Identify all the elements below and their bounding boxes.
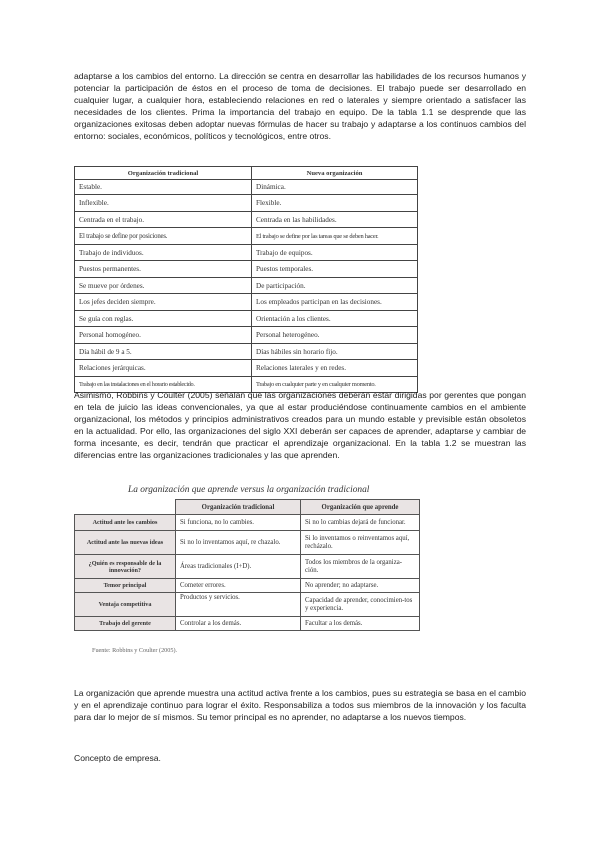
row-label: Actitud ante las nuevas ideas [75,531,176,555]
table-cell: No aprender; no adaptarse. [301,579,420,593]
paragraph-learning-organization: La organización que aprende muestra una actitud activa frente a los cambios, pues su estrategia se basa en el cambio y en el aprendizaje continuo para lograr el éxito. Responsabiliza a todos sus miembros de la innovación y los faculta para dar lo mejor de sí mismos. Su temor principal es no aprender, no adaptarse a los nuevos tiempos. [74,688,526,723]
row-label: Ventaja competitiva [75,593,176,617]
table-row [75,277,418,294]
table-row [75,327,418,344]
table-cell: Orientación a los clientes. [252,310,418,327]
table-cell: Días hábiles sin horario fijo. [252,343,418,360]
table-row [75,593,420,617]
table-row [75,310,418,327]
table-row [75,531,420,555]
row-label: Actitud ante los cambios [75,515,176,531]
table-cell: Trabajo de equipos. [252,244,418,261]
table-cell: Dinámica. [252,180,418,195]
table-cell: Los jefes deciden siempre. [75,294,252,311]
table-header-traditional: Organización tradicional [75,167,252,180]
table-cell: Centrada en las habilidades. [252,211,418,228]
table-cell: Productos y servicios. [176,593,301,617]
table-cell: Si no lo cambias dejará de funcionar. [301,515,420,531]
table-row [75,180,418,195]
table-cell: Centrada en el trabajo. [75,211,252,228]
table-cell: El trabajo se define por las tareas que se deben hacer. [252,228,418,245]
table-cell: Áreas tradicionales (I+D). [176,555,301,579]
table-cell: Personal heterogéneo. [252,327,418,344]
table-cell: Facultar a los demás. [301,617,420,631]
table-learning-organization [74,499,420,631]
table-row [75,360,418,377]
table-header-learning: Organización que aprende [301,500,420,515]
table-row [75,555,420,579]
table-cell: Si no lo inventamos aquí, re chazalo. [176,531,301,555]
paragraph-intro: adaptarse a los cambios del entorno. La dirección se centra en desarrollar las habilidades de los recursos humanos y potenciar la participación de éstos en el proceso de toma de decisiones. El trabajo puede ser desarrollado en cualquier lugar, a cualquier hora, estableciendo relaciones en red o laterales y siempre orientado a satisfacer las necesidades de los clientes. Prima la importancia del trabajo en equipo. De la tabla 1.1 se desprende que las organizaciones exitosas deben adoptar nuevas fórmulas de hacer su trabajo y adaptarse a los continuos cambios del entorno: sociales, económicos, políticos y tecnológicos, entre otros. [74,71,526,142]
table-source: Fuente: Robbins y Coulter (2005). [92,647,178,654]
table-header-row [75,500,420,515]
table-cell: Los empleados participan en las decisiones. [252,294,418,311]
table-row [75,261,418,278]
table-cell: Trabajo en cualquier parte y en cualquier momento. [252,376,418,393]
table-cell: Capacidad de aprender, conocimien-tos y experiencia. [301,593,420,617]
row-label: ¿Quién es responsable de la innovación? [75,555,176,579]
table-row [75,211,418,228]
table-cell: De participación. [252,277,418,294]
row-label: Trabajo del gerente [75,617,176,631]
table-row [75,343,418,360]
table-cell: Cometer errores. [176,579,301,593]
section-heading-concepto-empresa: Concepto de empresa. [74,753,161,763]
table-cell: Controlar a los demás. [176,617,301,631]
paragraph-robbins-coulter: Asimismo, Robbins y Coulter (2005) señalan que las organizaciones deberán estar dirigidas por gerentes que pongan en tela de juicio las ideas convencionales, ya que al estar produciéndose continuamente cambios en el ambiente organizacional, los métodos y principios administrativos creados para un mundo estable y previsible están obsoletos en la actualidad. Por ello, las organizaciones del siglo XXI deberán ser capaces de aprender, adaptarse y cambiar de forma incesante, es decir, tendrán que practicar el aprendizaje organizacional. En la tabla 1.2 se muestran las diferencias entre las organizaciones tradicionales y las que aprenden. [74,390,526,461]
table-cell: Se guía con reglas. [75,310,252,327]
table-cell: Inflexible. [75,195,252,212]
table-row [75,195,418,212]
table-cell: Personal homogéneo. [75,327,252,344]
row-label: Temor principal [75,579,176,593]
table-row [75,515,420,531]
table-cell: El trabajo se define por posiciones. [75,228,252,245]
table-cell: Estable. [75,180,252,195]
table-row [75,228,418,245]
table-cell: Puestos permanentes. [75,261,252,278]
table-row [75,294,418,311]
table-cell: Trabajo en las instalaciones en el horario establecido. [75,376,252,393]
table-header-empty [75,500,176,515]
table-cell: Relaciones jerárquicas. [75,360,252,377]
table-cell: Si funciona, no lo cambies. [176,515,301,531]
table-header-row [75,167,418,180]
table-cell: Puestos temporales. [252,261,418,278]
table-traditional-vs-new [74,166,418,393]
table-cell: Si lo inventamos o reinventamos aquí, recházalo. [301,531,420,555]
table-row [75,617,420,631]
table-cell: Trabajo de individuos. [75,244,252,261]
table-row [75,579,420,593]
table-row [75,244,418,261]
table-cell: Día hábil de 9 a 5. [75,343,252,360]
table-header-new: Nueva organización [252,167,418,180]
table-cell: Relaciones laterales y en redes. [252,360,418,377]
table-header-traditional: Organización tradicional [176,500,301,515]
table-cell: Todos los miembros de la organiza-ción. [301,555,420,579]
table-cell: Flexible. [252,195,418,212]
table-cell: Se mueve por órdenes. [75,277,252,294]
table-caption: La organización que aprende versus la organización tradicional [128,485,370,495]
